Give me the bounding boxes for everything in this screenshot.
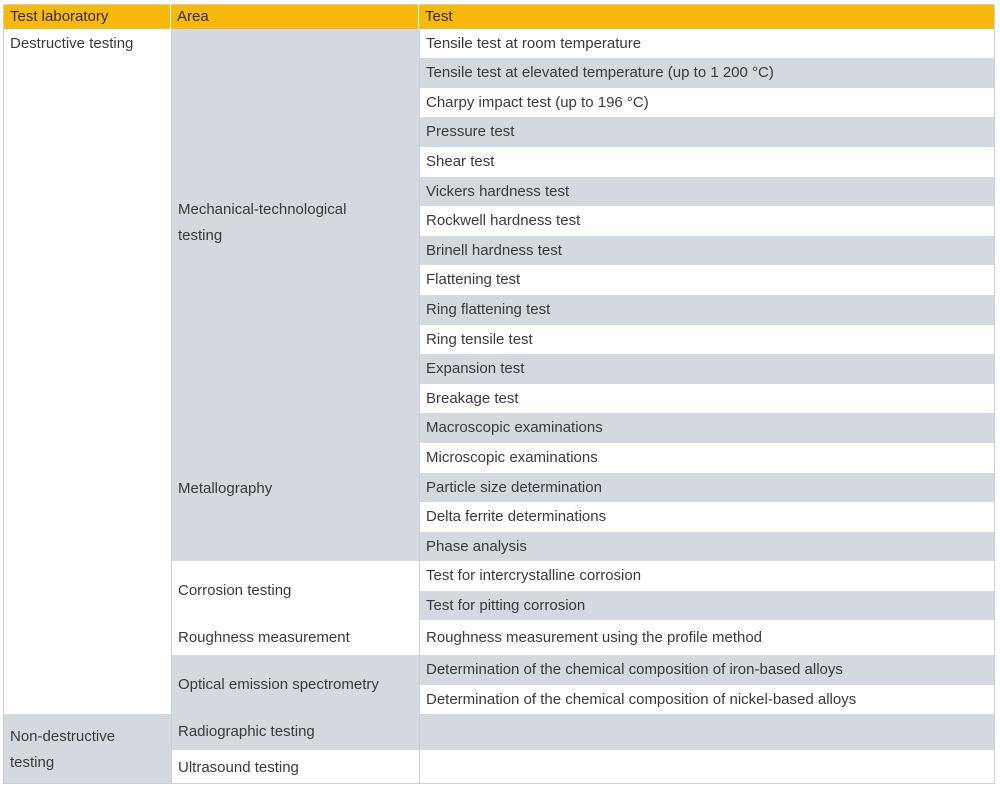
test-row bbox=[419, 88, 995, 117]
test-row bbox=[419, 561, 995, 591]
test-label: Breakage test bbox=[426, 389, 519, 407]
test-row bbox=[419, 620, 995, 655]
test-label: Test for intercrystalline corrosion bbox=[426, 567, 642, 584]
test-label: Brinell hardness test bbox=[426, 241, 562, 259]
test-label: Macroscopic examinations bbox=[426, 419, 603, 436]
test-row bbox=[419, 473, 995, 502]
test-row-empty bbox=[419, 714, 995, 750]
area-label: Optical emission spectrometry bbox=[178, 675, 379, 693]
test-label: Particle size determination bbox=[426, 478, 602, 496]
area-cell-corrosion bbox=[171, 561, 419, 620]
test-label: Determination of the chemical composition of iron-based alloys bbox=[426, 661, 843, 678]
test-label: Ring flattening test bbox=[426, 301, 551, 318]
test-laboratory-table bbox=[3, 4, 995, 784]
area-label: Roughness measurement bbox=[178, 628, 350, 646]
header-test-laboratory: Test laboratory bbox=[4, 5, 171, 29]
test-label: Charpy impact test (up to 196 °C) bbox=[426, 93, 649, 111]
area-cell-roughness bbox=[171, 620, 419, 655]
test-row bbox=[419, 325, 995, 354]
area-cell-metallography bbox=[171, 416, 419, 561]
test-row bbox=[419, 295, 995, 325]
area-cell-spectrometry bbox=[171, 655, 419, 714]
test-row bbox=[419, 532, 995, 561]
area-label-line: Mechanical-technological bbox=[178, 200, 347, 218]
test-label: Phase analysis bbox=[426, 537, 527, 555]
test-label: Vickers hardness test bbox=[426, 182, 570, 200]
test-label: Microscopic examinations bbox=[426, 449, 598, 466]
test-row bbox=[419, 655, 995, 685]
lab-cell-destructive bbox=[4, 29, 171, 714]
test-row bbox=[419, 147, 995, 177]
test-label: Shear test bbox=[426, 153, 495, 170]
test-label: Ring tensile test bbox=[426, 330, 533, 348]
area-label: Corrosion testing bbox=[178, 581, 292, 599]
lab-label-line: testing bbox=[10, 754, 55, 771]
test-row-empty bbox=[419, 750, 995, 784]
header-test: Test bbox=[419, 5, 995, 29]
header-area: Area bbox=[171, 5, 419, 29]
test-row bbox=[419, 29, 995, 58]
test-label: Expansion test bbox=[426, 360, 525, 377]
test-label: Rockwell hardness test bbox=[426, 212, 581, 229]
lab-cell-non-destructive bbox=[4, 714, 171, 784]
area-cell-ultrasound bbox=[171, 750, 419, 784]
test-row bbox=[419, 58, 995, 88]
lab-label: Destructive testing bbox=[10, 35, 134, 52]
area-label: Metallography bbox=[178, 479, 273, 497]
test-label: Determination of the chemical composition of nickel-based alloys bbox=[426, 690, 857, 708]
test-row bbox=[419, 502, 995, 532]
test-label: Test for pitting corrosion bbox=[426, 596, 586, 614]
test-label: Delta ferrite determinations bbox=[426, 508, 607, 525]
test-row bbox=[419, 354, 995, 384]
test-label: Tensile test at room temperature bbox=[426, 34, 642, 52]
area-label-line: testing bbox=[178, 226, 223, 244]
test-row bbox=[419, 265, 995, 295]
area-label: Radiographic testing bbox=[178, 723, 315, 740]
lab-label-line: Non-destructive bbox=[10, 728, 116, 745]
test-row bbox=[419, 685, 995, 714]
test-row bbox=[419, 206, 995, 236]
test-label: Flattening test bbox=[426, 271, 521, 288]
area-label: Ultrasound testing bbox=[178, 758, 299, 776]
area-cell-radiographic bbox=[171, 714, 419, 750]
test-row bbox=[419, 443, 995, 473]
test-row bbox=[419, 413, 995, 443]
test-row bbox=[419, 236, 995, 265]
area-cell-mechanical bbox=[171, 29, 419, 416]
test-row bbox=[419, 117, 995, 147]
test-row bbox=[419, 591, 995, 620]
test-label: Roughness measurement using the profile method bbox=[426, 628, 763, 646]
test-label: Tensile test at elevated temperature (up to 1 200 °C) bbox=[426, 64, 774, 81]
test-row bbox=[419, 177, 995, 206]
test-row bbox=[419, 384, 995, 413]
test-label: Pressure test bbox=[426, 123, 515, 140]
